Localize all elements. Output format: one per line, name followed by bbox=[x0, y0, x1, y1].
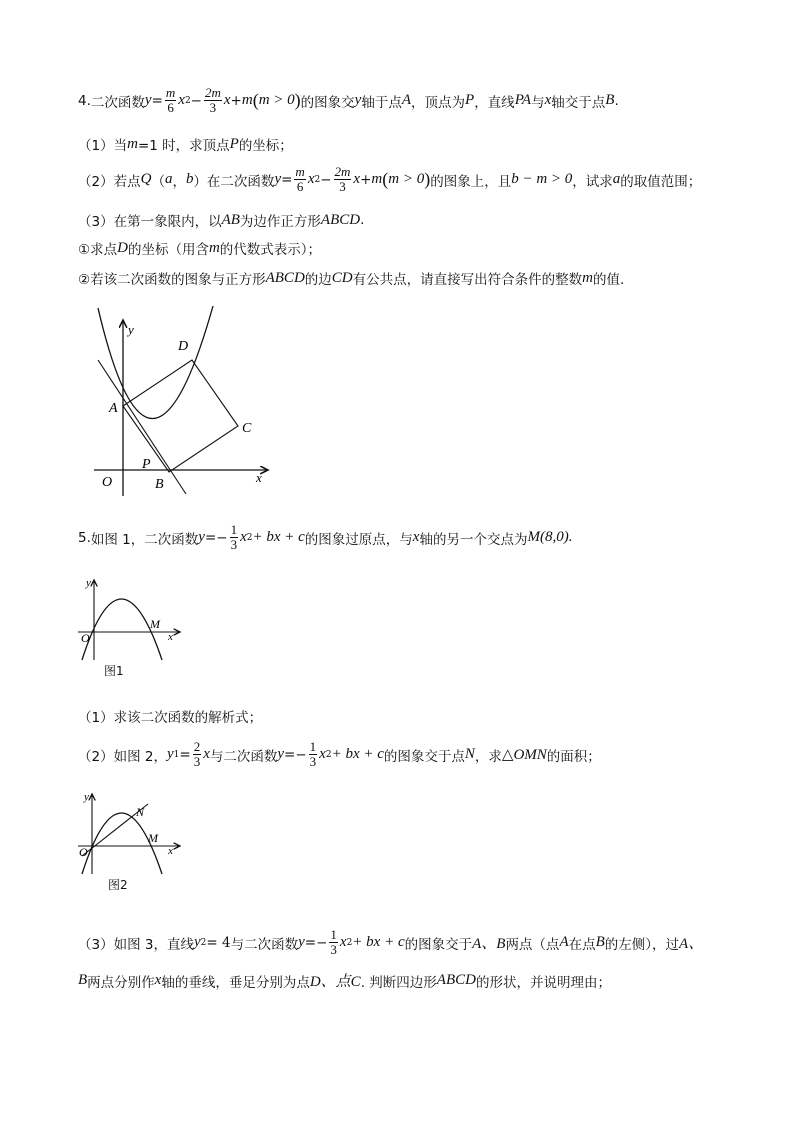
q4-formula: y = $\frac{m}{6}$ x 2 − $\frac{2m}{3}$ x + m ( m > 0 ) bbox=[144, 85, 301, 115]
svg-text:x: x bbox=[168, 845, 173, 857]
svg-text:M: M bbox=[150, 617, 160, 631]
q5-sub3-line1: （3）如图 3，直线 y 2 = 4 与二次函数 y = − $\frac{1}{3}$ x 2 + bx + c 的图象交于 A、B 两点（点 A 在点 B 的左侧），过 A、 bbox=[78, 927, 704, 957]
q4-part2: ②若该二次函数的图象与正方形 ABCD 的边 CD 有公共点，请直接写出符合条件的整数 m 的值. bbox=[78, 269, 625, 288]
q4-label-y: y bbox=[128, 322, 134, 337]
q4-label-A: A bbox=[109, 401, 118, 416]
q4-label-x: x bbox=[256, 470, 262, 485]
q4-label-B: B bbox=[155, 477, 164, 492]
q4-line-PA bbox=[98, 360, 186, 494]
q4-part1: ①求点 D 的坐标（用含 m 的代数式表示）； bbox=[78, 239, 322, 258]
svg-text:M: M bbox=[148, 831, 158, 845]
q4-label-C: C bbox=[242, 421, 252, 436]
q5-sub1: （1）求该二次函数的解析式； bbox=[78, 710, 263, 726]
q5-figure1 bbox=[76, 574, 186, 664]
q4-label-O: O bbox=[102, 475, 113, 490]
svg-text:y: y bbox=[86, 577, 91, 589]
q5-intro: 5. 如图 1，二次函数 y = − $\frac{1}{3}$ x 2 + bx + c 的图象过原点，与 x 轴的另一个交点为 M(8,0). bbox=[78, 522, 573, 552]
q4-sub2: （2）若点 Q （ a ， b ）在二次函数 y = $\frac{m}{6}$ x 2 − $\frac{2m}{3}$ x + m ( m > 0 ) 的图象上，且 b − m > 0 ，试求 a 的取值范围； bbox=[78, 164, 702, 194]
q4-figure bbox=[80, 300, 280, 500]
q4-label-D: D bbox=[178, 339, 189, 354]
q5-figure2 bbox=[76, 788, 186, 878]
svg-text:O: O bbox=[81, 631, 90, 645]
svg-text:x: x bbox=[168, 631, 173, 643]
q5-fig1-caption: 图1 bbox=[104, 664, 124, 678]
q5-fig2-caption: 图2 bbox=[108, 878, 128, 892]
q5-sub3-line2: B 两点分别作 x 轴的垂线，垂足分别为点 D、点C . 判断四边形 ABCD 的形状，并说明理由； bbox=[78, 972, 611, 991]
q4-label-P: P bbox=[142, 457, 151, 472]
svg-text:O: O bbox=[79, 845, 88, 859]
q4-square bbox=[123, 360, 238, 472]
q4-intro: 4. 二次函数 y = $\frac{m}{6}$ x 2 − $\frac{2m}{3}$ x + m ( m > 0 ) 的图象交 y 轴于点 A ，顶点为 P ，直线 PA 与 x 轴交于点 B . bbox=[78, 85, 619, 115]
q5-sub2: （2）如图 2， y 1 = $\frac{2}{3}$ x 与二次函数 y = − $\frac{1}{3}$ x 2 + bx + c 的图象交于点 N ，求 △OMN 的面积； bbox=[78, 739, 601, 769]
svg-text:y: y bbox=[84, 791, 89, 803]
q4-sub3: （3）在第一象限内，以 AB 为边作正方形 ABCD . bbox=[78, 211, 365, 230]
svg-text:N: N bbox=[136, 805, 145, 819]
q4-sub1: （1）当 m =1 时，求顶点 P 的坐标； bbox=[78, 135, 293, 154]
